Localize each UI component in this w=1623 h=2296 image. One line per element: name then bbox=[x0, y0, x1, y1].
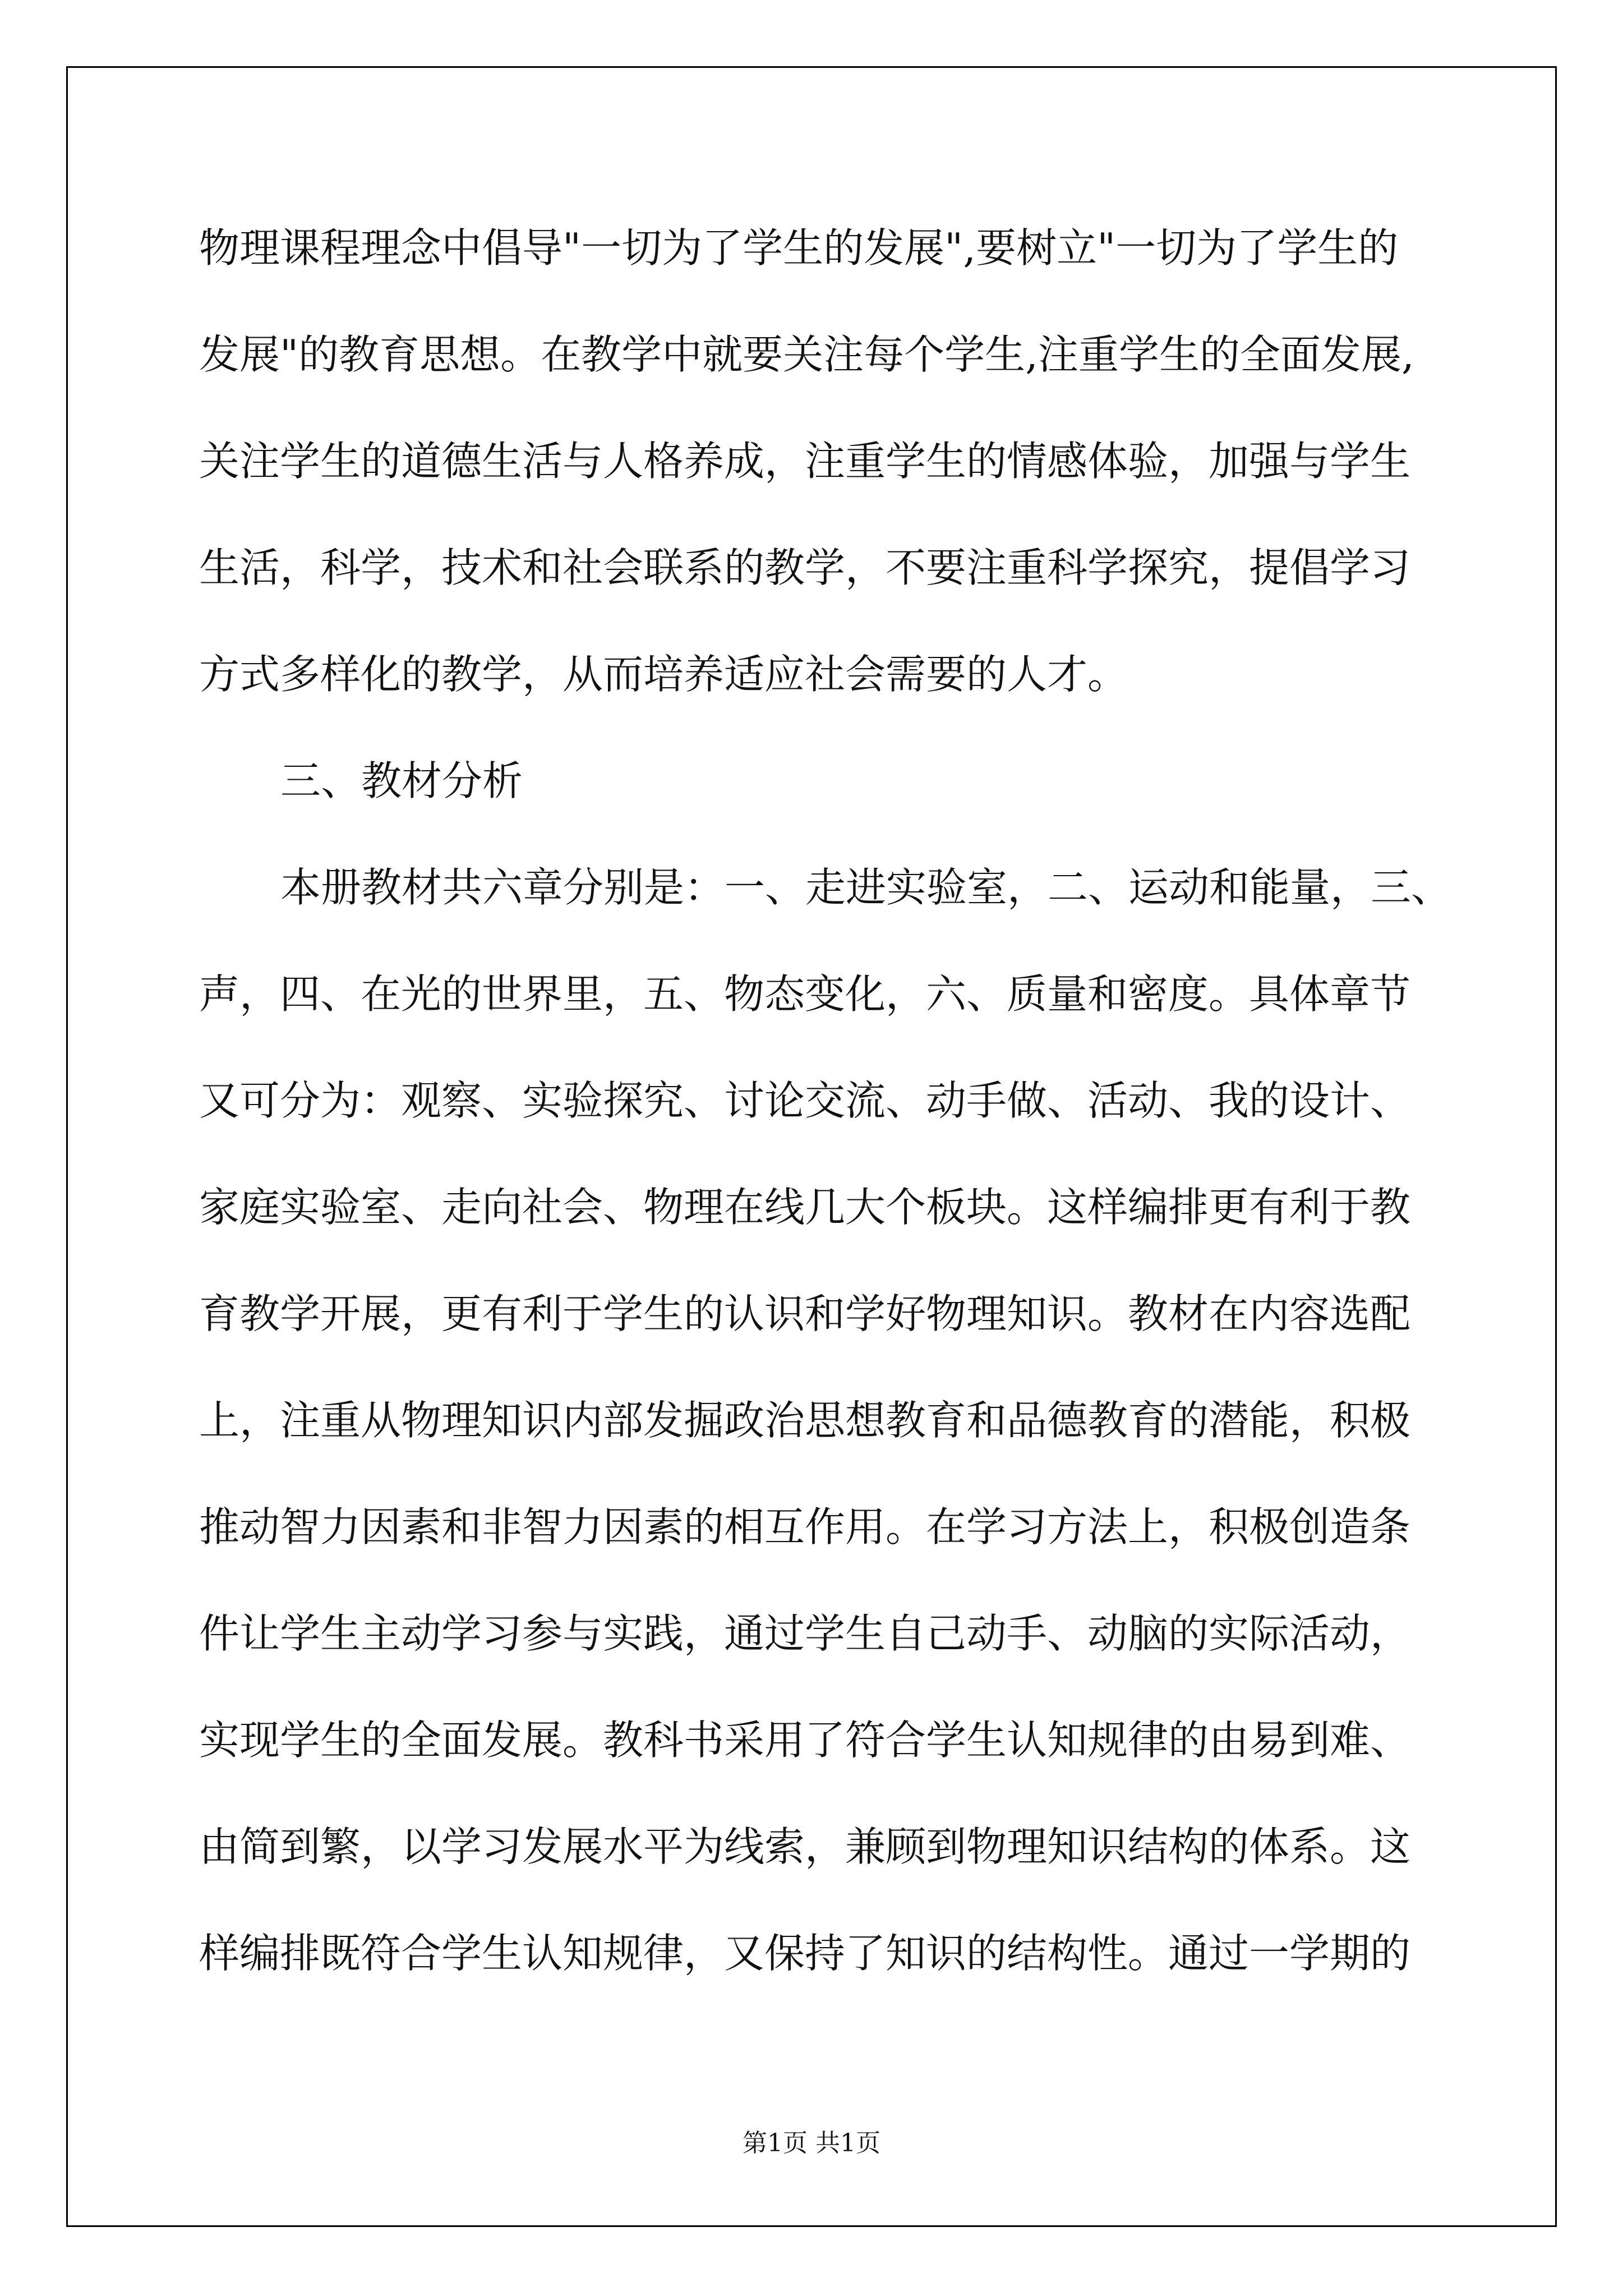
text-line: 家庭实验室、走向社会、物理在线几大个板块。这样编排更有利于教 bbox=[199, 1184, 1411, 1231]
text-line: 件让学生主动学习参与实践，通过学生自己动手、动脑的实际活动， bbox=[199, 1610, 1411, 1657]
section-heading: 三、教材分析 bbox=[280, 757, 523, 804]
text-line: 声，四、在光的世界里，五、物态变化，六、质量和密度。具体章节 bbox=[199, 970, 1411, 1018]
text-line: 又可分为：观察、实验探究、讨论交流、动手做、活动、我的设计、 bbox=[199, 1077, 1411, 1124]
text-line: 本册教材共六章分别是：一、走进实验室，二、运动和能量，三、 bbox=[280, 864, 1452, 911]
text-line: 实现学生的全面发展。教科书采用了符合学生认知规律的由易到难、 bbox=[199, 1717, 1411, 1764]
text-line: 上，注重从物理知识内部发掘政治思想教育和品德教育的潜能，积极 bbox=[199, 1397, 1411, 1444]
text-line: 育教学开展，更有利于学生的认识和学好物理知识。教材在内容选配 bbox=[199, 1290, 1411, 1337]
text-line: 生活，科学，技术和社会联系的教学，不要注重科学探究，提倡学习 bbox=[199, 544, 1411, 591]
text-line: 方式多样化的教学，从而培养适应社会需要的人才。 bbox=[199, 651, 1128, 698]
text-line: 发展"的教育思想。在教学中就要关注每个学生,注重学生的全面发展, bbox=[199, 331, 1414, 378]
text-line: 物理课程理念中倡导"一切为了学生的发展",要树立"一切为了学生的 bbox=[199, 224, 1399, 272]
text-line: 样编排既符合学生认知规律，又保持了知识的结构性。通过一学期的 bbox=[199, 1930, 1411, 1977]
text-line: 推动智力因素和非智力因素的相互作用。在学习方法上，积极创造条 bbox=[199, 1503, 1411, 1550]
page-number: 第1页 共1页 bbox=[743, 2129, 880, 2157]
text-line: 由简到繁，以学习发展水平为线索，兼顾到物理知识结构的体系。这 bbox=[199, 1823, 1411, 1870]
text-line: 关注学生的道德生活与人格养成，注重学生的情感体验，加强与学生 bbox=[199, 438, 1411, 485]
page-border bbox=[66, 66, 1557, 2227]
